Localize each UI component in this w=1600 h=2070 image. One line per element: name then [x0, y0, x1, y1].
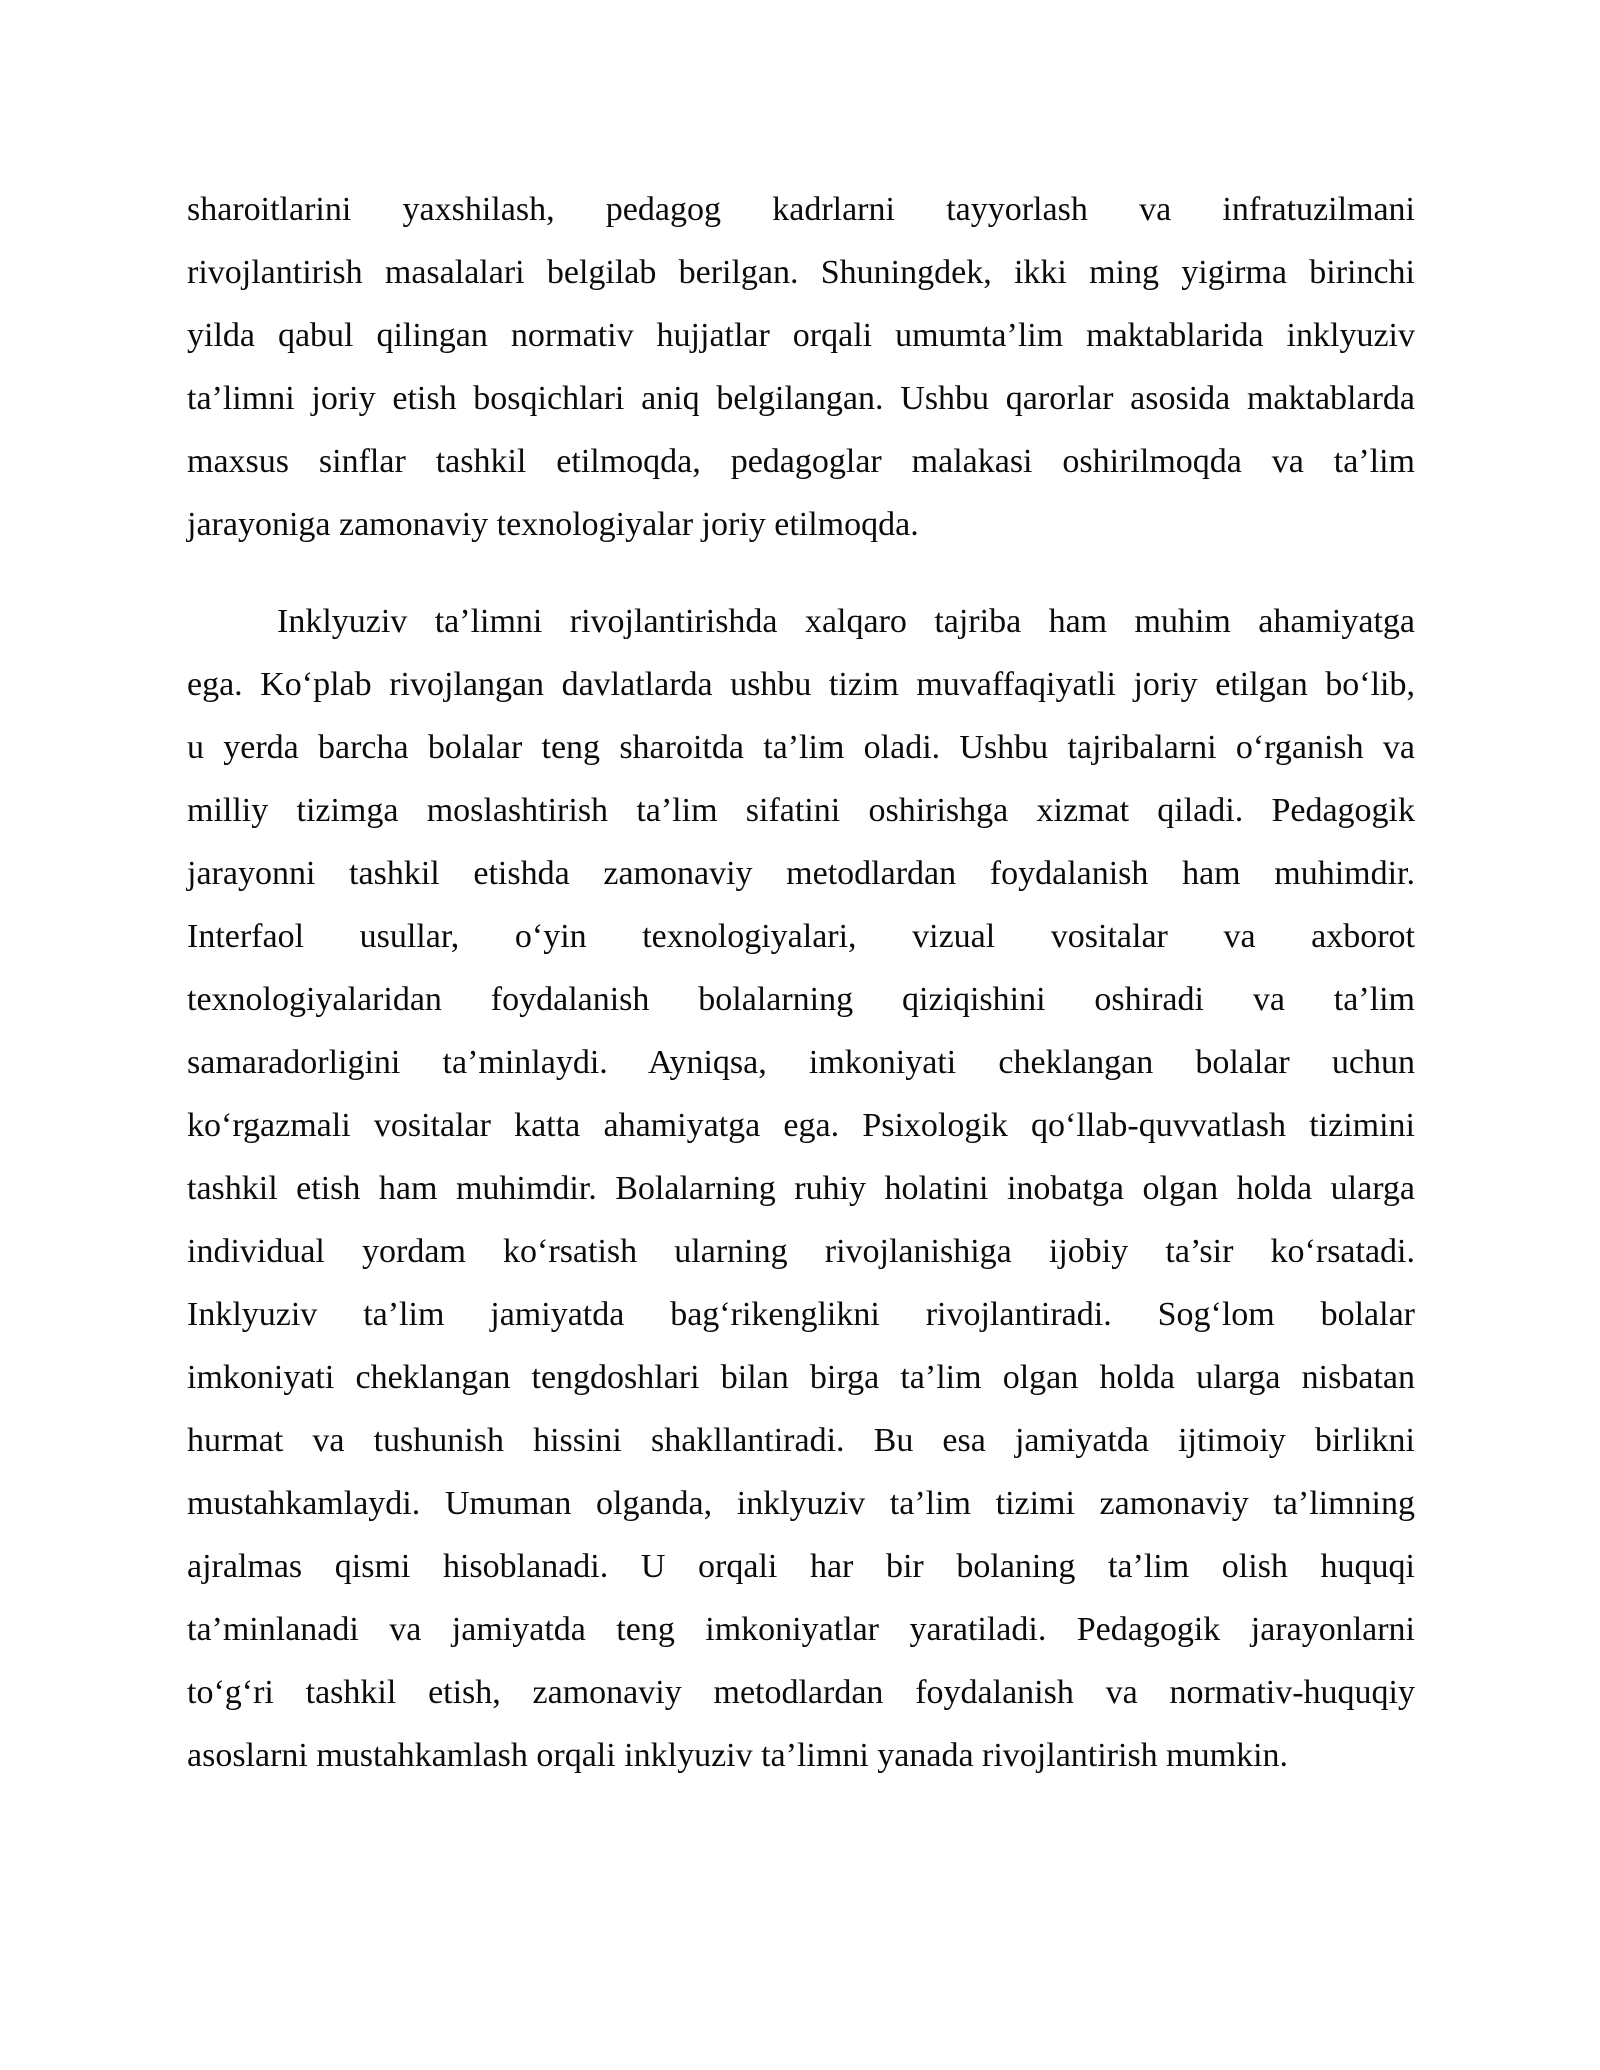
- text-line: to‘g‘ri tashkil etish, zamonaviy metodlardan foydalanish va normativ-huquqiy: [187, 1674, 1415, 1711]
- text-line: jarayoniga zamonaviy texnologiyalar joriy etilmoqda.: [187, 506, 919, 543]
- paragraph-continuation: [187, 178, 1415, 556]
- text-line: sharoitlarini yaxshilash, pedagog kadrlarni tayyorlash va infratuzilmani: [187, 191, 1415, 228]
- text-line: ko‘rgazmali vositalar katta ahamiyatga ega. Psixologik qo‘llab-quvvatlash tizimini: [187, 1107, 1415, 1144]
- text-line: ta’minlanadi va jamiyatda teng imkoniyatlar yaratiladi. Pedagogik jarayonlarni: [187, 1611, 1415, 1648]
- text-line: u yerda barcha bolalar teng sharoitda ta’lim oladi. Ushbu tajribalarni o‘rganish va: [187, 729, 1415, 766]
- text-line: milliy tizimga moslashtirish ta’lim sifatini oshirishga xizmat qiladi. Pedagogik: [187, 792, 1415, 829]
- text-line: imkoniyati cheklangan tengdoshlari bilan birga ta’lim olgan holda ularga nisbatan: [187, 1359, 1415, 1396]
- text-line: ajralmas qismi hisoblanadi. U orqali har bir bolaning ta’lim olish huquqi: [187, 1548, 1415, 1585]
- text-line: asoslarni mustahkamlash orqali inklyuziv ta’limni yanada rivojlantirish mumkin.: [187, 1737, 1289, 1774]
- text-line: texnologiyalaridan foydalanish bolalarning qiziqishini oshiradi va ta’lim: [187, 981, 1415, 1018]
- text-line: mustahkamlaydi. Umuman olganda, inklyuziv ta’lim tizimi zamonaviy ta’limning: [187, 1485, 1415, 1522]
- text-line: ega. Ko‘plab rivojlangan davlatlarda ushbu tizim muvaffaqiyatli joriy etilgan bo‘lib,: [187, 666, 1415, 703]
- text-line: hurmat va tushunish hissini shakllantiradi. Bu esa jamiyatda ijtimoiy birlikni: [187, 1422, 1415, 1459]
- text-line: rivojlantirish masalalari belgilab berilgan. Shuningdek, ikki ming yigirma birinchi: [187, 254, 1415, 291]
- paragraph-inclusive-education: [187, 590, 1415, 1787]
- text-line: Inklyuziv ta’lim jamiyatda bag‘rikenglikni rivojlantiradi. Sog‘lom bolalar: [187, 1296, 1415, 1333]
- document-text: [187, 178, 1415, 1787]
- text-line: maxsus sinflar tashkil etilmoqda, pedagoglar malakasi oshirilmoqda va ta’lim: [187, 443, 1415, 480]
- text-line: tashkil etish ham muhimdir. Bolalarning ruhiy holatini inobatga olgan holda ularga: [187, 1170, 1415, 1207]
- text-line: samaradorligini ta’minlaydi. Ayniqsa, imkoniyati cheklangan bolalar uchun: [187, 1044, 1415, 1081]
- text-line: yilda qabul qilingan normativ hujjatlar orqali umumta’lim maktablarida inklyuziv: [187, 317, 1415, 354]
- text-line: individual yordam ko‘rsatish ularning rivojlanishiga ijobiy ta’sir ko‘rsatadi.: [187, 1233, 1415, 1270]
- text-line: Interfaol usullar, o‘yin texnologiyalari, vizual vositalar va axborot: [187, 918, 1415, 955]
- text-line: ta’limni joriy etish bosqichlari aniq belgilangan. Ushbu qarorlar asosida maktablarda: [187, 380, 1415, 417]
- text-line: jarayonni tashkil etishda zamonaviy metodlardan foydalanish ham muhimdir.: [187, 855, 1415, 892]
- text-line: Inklyuziv ta’limni rivojlantirishda xalqaro tajriba ham muhim ahamiyatga: [277, 603, 1415, 640]
